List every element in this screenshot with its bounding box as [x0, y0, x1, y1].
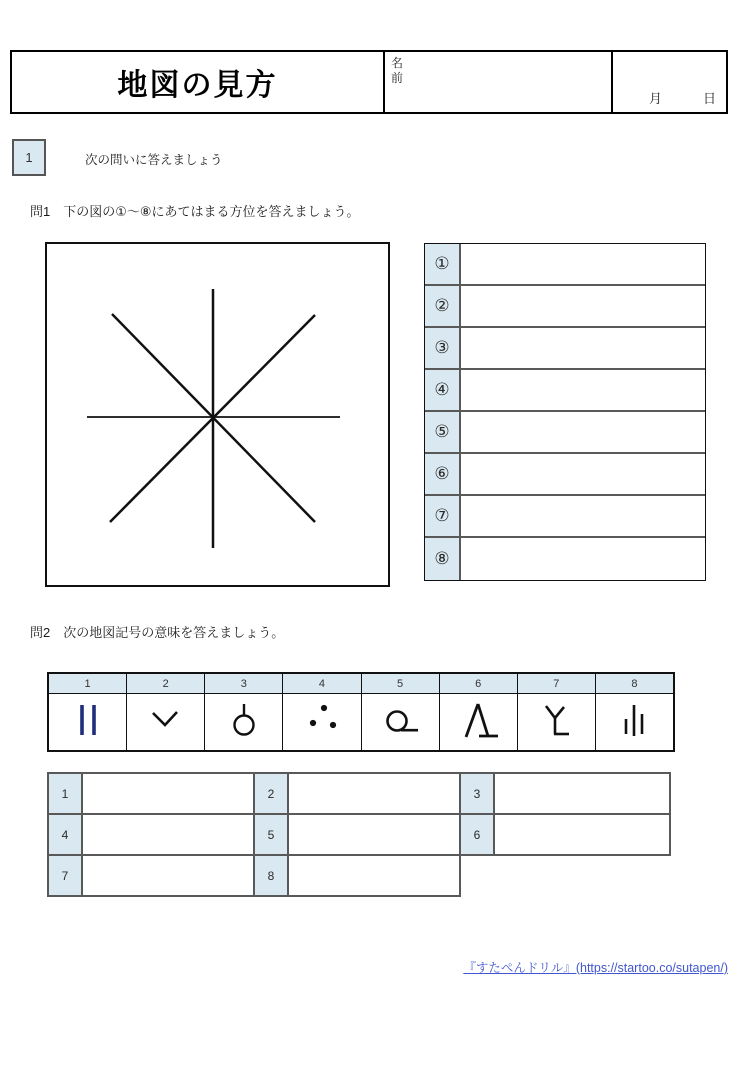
direction-answer-cell[interactable]	[461, 244, 705, 284]
symbol-cell	[49, 694, 127, 750]
direction-answer-cell[interactable]	[461, 496, 705, 536]
q2-answer-number: 4	[47, 813, 83, 856]
q2-answer-cell[interactable]	[81, 854, 255, 897]
tea-field-symbol	[287, 692, 357, 753]
direction-row-number: ⑧	[425, 538, 461, 580]
direction-answer-row	[425, 454, 705, 496]
symbol-cell	[440, 694, 518, 750]
direction-answer-cell[interactable]	[461, 328, 705, 368]
mulberry-field-symbol	[521, 692, 591, 753]
sutapen-drill-link[interactable]: 『すたぺんドリル』(https://startoo.co/sutapen/)	[463, 961, 728, 975]
direction-answer-row	[425, 370, 705, 412]
section-number-box	[12, 139, 46, 176]
direction-answer-row	[425, 496, 705, 538]
broadleaf-forest-symbol	[365, 692, 435, 753]
q2-answer-number: 6	[459, 813, 495, 856]
q2-answer-cell[interactable]	[287, 772, 461, 815]
day-label: 日	[702, 91, 716, 106]
question2-heading: 問2 次の地図記号の意味を答えましょう。	[30, 625, 285, 640]
page-title: 地図の見方	[117, 69, 278, 102]
direction-answer-cell[interactable]	[461, 538, 705, 580]
symbol-column-number: 8	[631, 677, 638, 690]
symbol-cell	[518, 694, 596, 750]
section-instruction: 次の問いに答えましょう	[85, 153, 223, 167]
direction-answer-row	[425, 244, 705, 286]
direction-row-number: ③	[425, 328, 461, 368]
q2-answer-number: 2	[253, 772, 289, 815]
direction-answer-cell[interactable]	[461, 454, 705, 494]
month-label: 月	[649, 91, 663, 106]
date-field[interactable]	[613, 52, 726, 112]
q2-answer-row	[47, 854, 671, 897]
symbol-cell	[362, 694, 440, 750]
direction-row-number: ⑥	[425, 454, 461, 494]
worksheet-header	[10, 50, 728, 114]
direction-answer-cell[interactable]	[461, 286, 705, 326]
question1-heading: 問1 下の図の①～⑧にあてはまる方位を答えましょう。	[30, 204, 360, 219]
direction-answer-cell[interactable]	[461, 412, 705, 452]
q2-answer-cell[interactable]	[493, 813, 671, 856]
symbol-column-number: 6	[440, 674, 518, 693]
compass-rose-icon	[47, 244, 388, 585]
q2-answer-table	[47, 772, 671, 897]
symbol-column-number: 7	[518, 674, 596, 693]
orchard-symbol	[209, 692, 279, 753]
direction-answer-row	[425, 538, 705, 580]
direction-answer-row	[425, 286, 705, 328]
q2-answer-cell[interactable]	[81, 813, 255, 856]
farm-field-symbol	[131, 692, 201, 753]
q2-answer-row	[47, 772, 671, 815]
direction-answer-row	[425, 328, 705, 370]
symbol-column-number: 4	[283, 674, 361, 693]
direction-row-number: ①	[425, 244, 461, 284]
symbol-column-number: 3	[205, 674, 283, 693]
compass-figure	[45, 242, 390, 587]
symbol-column-number: 2	[127, 674, 205, 693]
title-cell	[12, 52, 385, 112]
direction-row-number: ②	[425, 286, 461, 326]
conifer-forest-symbol	[443, 692, 513, 753]
map-symbol-table	[47, 672, 675, 752]
q2-answer-row	[47, 813, 671, 856]
direction-answer-cell[interactable]	[461, 370, 705, 410]
section-number: 1	[25, 150, 33, 165]
q1-answer-table	[424, 243, 706, 581]
q2-answer-number: 8	[253, 854, 289, 897]
rice-field-symbol	[53, 692, 123, 753]
q2-answer-cell[interactable]	[493, 772, 671, 815]
q2-answer-cell[interactable]	[287, 854, 461, 897]
name-label: 名前	[391, 56, 404, 85]
symbol-cell	[283, 694, 361, 750]
bamboo-grove-symbol	[599, 692, 669, 753]
symbol-cell	[127, 694, 205, 750]
map-symbol-body-row	[49, 694, 673, 750]
q2-answer-number: 3	[459, 772, 495, 815]
symbol-cell	[596, 694, 673, 750]
direction-row-number: ⑦	[425, 496, 461, 536]
q2-answer-number: 7	[47, 854, 83, 897]
q2-answer-cell[interactable]	[81, 772, 255, 815]
direction-row-number: ④	[425, 370, 461, 410]
direction-row-number: ⑤	[425, 412, 461, 452]
q2-answer-number: 5	[253, 813, 289, 856]
name-field[interactable]	[385, 52, 613, 112]
q2-answer-cell[interactable]	[287, 813, 461, 856]
symbol-column-number: 5	[362, 674, 440, 693]
direction-answer-row	[425, 412, 705, 454]
symbol-column-number: 1	[49, 674, 127, 693]
symbol-cell	[205, 694, 283, 750]
q2-answer-number: 1	[47, 772, 83, 815]
